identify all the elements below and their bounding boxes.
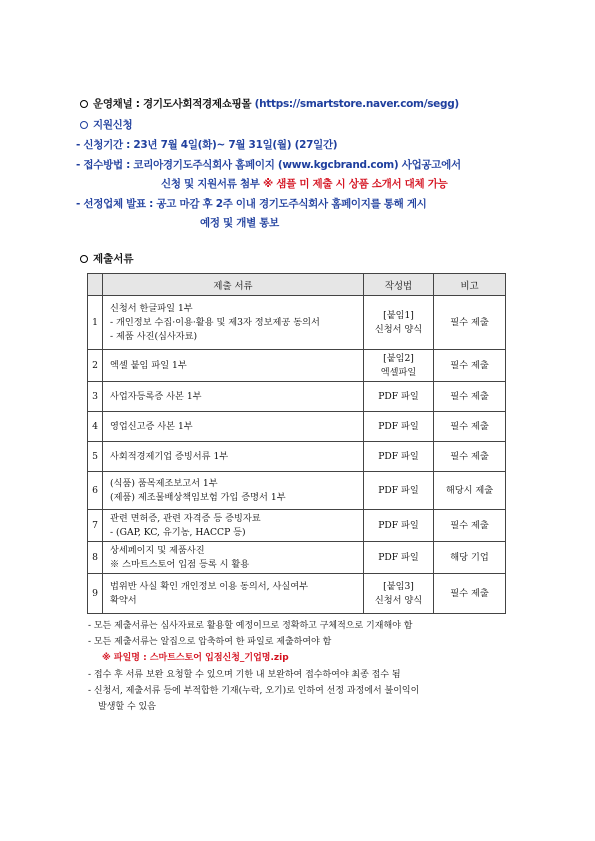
document-format [364, 542, 434, 574]
support-title-line [80, 117, 132, 132]
document-note: 필수 제출 [434, 442, 506, 472]
document-format [364, 382, 434, 412]
header-no [88, 274, 103, 296]
note-1: - 모든 제출서류는 심사자료로 활용할 예정이므로 정확하고 구체적으로 기재해야 함 [88, 621, 413, 631]
method-line-1: - 접수방법 : 코리아경기도주식회사 홈페이지 (www.kgcbrand.com) 사업공고에서 [76, 159, 461, 171]
document-format [364, 574, 434, 614]
notes [88, 618, 528, 715]
document-format [364, 510, 434, 542]
note-filename: ※ 파일명 : 스마트스토어 입점신청_기업명.zip [102, 653, 289, 664]
document-name-line: - 개인정보 수집·이용·활용 및 제3자 정보제공 동의서 [110, 316, 320, 328]
table-row [88, 510, 506, 542]
document-note: 필수 제출 [434, 296, 506, 350]
row-number: 2 [88, 350, 103, 382]
row-number: 1 [88, 296, 103, 350]
document-name [103, 510, 364, 542]
note-3: - 접수 후 서류 보완 요청할 수 있으며 기한 내 보완하여 접수하여야 최종 접수 됨 [88, 669, 401, 680]
document-note: 필수 제출 [434, 350, 506, 382]
document-note: 해당 기업 [434, 542, 506, 574]
document-name-line: 확약서 [110, 594, 137, 606]
document-name-line: - (GAP, KC, 유기농, HACCP 등) [110, 526, 246, 538]
support-title: 지원신청 [93, 119, 133, 131]
section-title-text: 제출서류 [93, 253, 134, 265]
header-note: 비고 [434, 274, 506, 296]
table-row [88, 442, 506, 472]
channel-url: (https://smartstore.naver.com/segg) [254, 98, 459, 110]
row-number: 6 [88, 472, 103, 510]
document-format-line: PDF 파일 [378, 450, 419, 462]
document-format-line: PDF 파일 [378, 519, 419, 531]
row-number: 9 [88, 574, 103, 614]
document-name-line: 사회적경제기업 증빙서류 1부 [110, 450, 229, 462]
document-name [103, 542, 364, 574]
document-name-line: - 제품 사진(심사자료) [110, 330, 198, 342]
document-format-line: PDF 파일 [378, 484, 419, 496]
table-row [88, 412, 506, 442]
document-format-line: PDF 파일 [378, 420, 419, 432]
document-name [103, 442, 364, 472]
note-2: - 모든 제출서류는 알집으로 압축하여 한 파일로 제출하여야 함 [88, 637, 332, 648]
document-name-line: 관련 면허증, 관련 자격증 등 증빙자료 [110, 512, 261, 524]
document-name-line: (제품) 제조물배상책임보험 가입 증명서 1부 [110, 491, 286, 503]
table-row [88, 472, 506, 510]
documents-table [87, 273, 506, 614]
channel-label: 운영채널 : 경기도사회적경제쇼핑몰 [93, 98, 252, 110]
document-name [103, 296, 364, 350]
document-format-line: [붙임3] [383, 580, 414, 592]
method-line-2 [161, 176, 447, 191]
document-format-line: 엑셀파일 [380, 366, 417, 378]
document-format [364, 472, 434, 510]
document-format-line: PDF 파일 [378, 551, 419, 563]
document-note: 해당시 제출 [434, 472, 506, 510]
document-name [103, 350, 364, 382]
document-format-line: [붙임2] [383, 352, 414, 364]
sample-warning: ※ 샘플 미 제출 시 상품 소개서 대체 가능 [263, 178, 448, 190]
document-format-line: 신청서 양식 [374, 323, 423, 335]
note-4-cont: 발생할 수 있음 [98, 702, 156, 713]
document-name-line: 사업자등록증 사본 1부 [110, 390, 202, 402]
document-name-line: 영업신고증 사본 1부 [110, 420, 193, 432]
table-row [88, 296, 506, 350]
document-name [103, 472, 364, 510]
document-format [364, 442, 434, 472]
document-format-line: [붙임1] [383, 309, 414, 321]
circle-bullet-icon [80, 255, 88, 263]
document-format-line: PDF 파일 [378, 390, 419, 402]
selection-line-2: 예정 및 개별 통보 [200, 217, 279, 229]
header-method: 작성법 [364, 274, 434, 296]
table-row [88, 574, 506, 614]
document-name-line: ※ 스마트스토어 입점 등록 시 활용 [110, 558, 250, 570]
document-name-line: 엑셀 붙임 파일 1부 [110, 359, 187, 371]
note-4: - 신청서, 제출서류 등에 부적합한 기재(누락, 오기)로 인하여 선정 과정에서 불이익이 [88, 685, 420, 696]
row-number: 4 [88, 412, 103, 442]
table-row [88, 542, 506, 574]
document-format-line: 신청서 양식 [374, 594, 423, 606]
row-number: 5 [88, 442, 103, 472]
header-document: 제출 서류 [103, 274, 364, 296]
table-row [88, 382, 506, 412]
row-number: 3 [88, 382, 103, 412]
circle-bullet-icon [80, 100, 88, 108]
selection-line-1: - 선정업체 발표 : 공고 마감 후 2주 이내 경기도주식회사 홈페이지를 통해 게시 [76, 198, 427, 210]
document-format [364, 350, 434, 382]
document-name [103, 382, 364, 412]
document-note: 필수 제출 [434, 382, 506, 412]
channel-line [80, 96, 459, 111]
row-number: 7 [88, 510, 103, 542]
document-note: 필수 제출 [434, 412, 506, 442]
document-format [364, 412, 434, 442]
row-number: 8 [88, 542, 103, 574]
document-name-line: 신청서 한글파일 1부 [110, 302, 193, 314]
section-title [80, 251, 134, 266]
document-name-line: 법위반 사실 확인 개인정보 이용 동의서, 사실여부 [110, 580, 308, 592]
document-format [364, 296, 434, 350]
table-row [88, 350, 506, 382]
circle-bullet-icon [80, 121, 88, 129]
method-line-2-prefix: 신청 및 지원서류 첨부 [161, 178, 260, 190]
period-line: - 신청기간 : 23년 7월 4일(화)~ 7월 31일(월) (27일간) [76, 139, 338, 151]
document-note: 필수 제출 [434, 574, 506, 614]
table-header-row [88, 274, 506, 296]
document-name [103, 412, 364, 442]
table-body [88, 296, 506, 614]
document-name [103, 574, 364, 614]
document-note: 필수 제출 [434, 510, 506, 542]
document-name-line: 상세페이지 및 제품사진 [110, 544, 205, 556]
document-name-line: (식품) 품목제조보고서 1부 [110, 477, 218, 489]
